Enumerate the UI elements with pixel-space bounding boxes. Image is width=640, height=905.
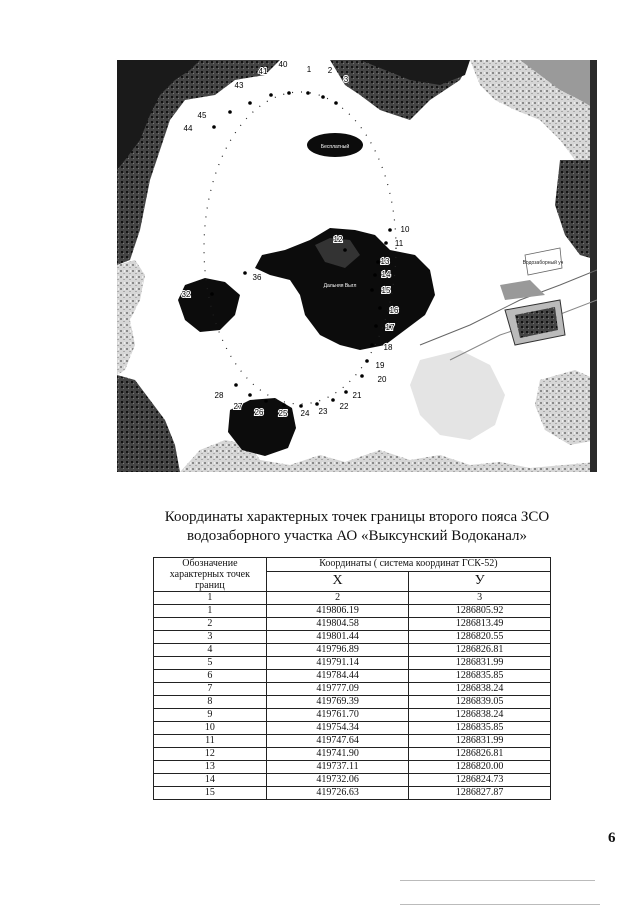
boundary-point-label: 1	[306, 65, 312, 74]
boundary-point-label: 18	[383, 343, 393, 352]
boundary-point-label: 27	[233, 402, 243, 411]
boundary-point-marker	[248, 101, 252, 105]
cell-x: 419747.64	[266, 735, 409, 748]
col-point-header: Обозначение характерных точек границ	[154, 558, 267, 592]
cell-x: 419804.58	[266, 618, 409, 631]
boundary-point-label: 19	[375, 361, 385, 370]
boundary-point-marker	[248, 393, 252, 397]
cell-point: 10	[154, 722, 267, 735]
boundary-point-label: 13	[380, 257, 390, 266]
boundary-point-marker	[264, 399, 268, 403]
boundary-point-label: 23	[318, 407, 328, 416]
cell-x: 419801.44	[266, 631, 409, 644]
cell-y: 1286839.05	[409, 696, 551, 709]
cell-x: 419796.89	[266, 644, 409, 657]
boundary-point-marker	[269, 93, 273, 97]
page-number: 6	[608, 830, 616, 846]
cell-point: 9	[154, 709, 267, 722]
cell-x: 419791.14	[266, 657, 409, 670]
map-image	[117, 60, 597, 472]
cell-point: 7	[154, 683, 267, 696]
table-row	[154, 657, 551, 670]
building-label: Дальняя Выгл	[323, 283, 357, 289]
boundary-map	[117, 60, 597, 472]
table-row	[154, 722, 551, 735]
cell-y: 1286820.55	[409, 631, 551, 644]
cell-x: 419741.90	[266, 748, 409, 761]
col-y-header: У	[409, 571, 551, 591]
boundary-point-label: 14	[381, 270, 391, 279]
boundary-point-label: 20	[377, 375, 387, 384]
boundary-point-marker	[212, 125, 216, 129]
cell-y: 1286827.87	[409, 787, 551, 800]
table-row	[154, 709, 551, 722]
col-x-header: X	[266, 571, 409, 591]
cell-y: 1286826.81	[409, 748, 551, 761]
boundary-point-marker	[287, 91, 291, 95]
boundary-point-label: 12	[333, 235, 343, 244]
cell-y: 1286835.85	[409, 722, 551, 735]
boundary-point-label: 11	[394, 239, 404, 248]
boundary-point-label: 15	[381, 286, 391, 295]
cell-point: 11	[154, 735, 267, 748]
boundary-point-marker	[384, 241, 388, 245]
boundary-point-marker	[315, 402, 319, 406]
boundary-point-label: 26	[254, 408, 264, 417]
cell-x: 419784.44	[266, 670, 409, 683]
cell-y: 1286824.73	[409, 774, 551, 787]
boundary-point-marker	[376, 260, 380, 264]
cell-x: 419777.09	[266, 683, 409, 696]
boundary-point-marker	[321, 95, 325, 99]
site-label: Водозаборный уч	[522, 260, 564, 266]
boundary-point-label: 44	[183, 124, 193, 133]
table-row	[154, 605, 551, 618]
cell-point: 12	[154, 748, 267, 761]
cell-point: 15	[154, 787, 267, 800]
boundary-point-marker	[234, 383, 238, 387]
table-row	[154, 774, 551, 787]
cell-x: 419806.19	[266, 605, 409, 618]
boundary-point-label: 3	[343, 75, 349, 84]
boundary-point-label: 41	[258, 67, 268, 76]
boundary-point-marker	[365, 359, 369, 363]
boundary-point-label: 24	[300, 409, 310, 418]
numbering-cell: 1	[154, 592, 267, 605]
boundary-point-label: 36	[252, 273, 262, 282]
cell-y: 1286835.85	[409, 670, 551, 683]
boundary-point-marker	[228, 110, 232, 114]
boundary-point-label: 25	[278, 409, 288, 418]
boundary-point-marker	[334, 101, 338, 105]
boundary-point-label: 28	[214, 391, 224, 400]
table-row	[154, 748, 551, 761]
boundary-point-marker	[388, 228, 392, 232]
cell-y: 1286805.92	[409, 605, 551, 618]
boundary-point-label: 17	[385, 323, 395, 332]
boundary-point-marker	[306, 91, 310, 95]
cell-x: 419726.63	[266, 787, 409, 800]
boundary-point-marker	[374, 324, 378, 328]
boundary-point-label: 16	[389, 306, 399, 315]
boundary-point-marker	[299, 404, 303, 408]
cell-y: 1286838.24	[409, 683, 551, 696]
boundary-point-label: 22	[339, 402, 349, 411]
table-row	[154, 761, 551, 774]
boundary-point-marker	[378, 306, 382, 310]
boundary-point-label: 43	[234, 81, 244, 90]
building-label: Бесплатный	[320, 144, 350, 150]
cell-y: 1286826.81	[409, 644, 551, 657]
cell-point: 14	[154, 774, 267, 787]
cell-x: 419769.39	[266, 696, 409, 709]
boundary-point-marker	[370, 288, 374, 292]
boundary-point-marker	[210, 292, 214, 296]
table-caption	[118, 508, 596, 546]
boundary-point-label: 21	[352, 391, 362, 400]
boundary-point-marker	[360, 374, 364, 378]
boundary-point-label: 40	[278, 60, 288, 69]
cell-x: 419732.06	[266, 774, 409, 787]
cell-y: 1286813.49	[409, 618, 551, 631]
caption-line-2: водозаборного участка АО «Выксунский Водоканал»	[187, 528, 527, 544]
table-row	[154, 683, 551, 696]
boundary-point-marker	[282, 403, 286, 407]
boundary-point-label: 45	[197, 111, 207, 120]
cell-point: 8	[154, 696, 267, 709]
numbering-row	[154, 592, 551, 605]
map-texture	[117, 60, 597, 472]
cell-point: 5	[154, 657, 267, 670]
cell-point: 13	[154, 761, 267, 774]
boundary-point-marker	[370, 343, 374, 347]
numbering-cell: 2	[266, 592, 409, 605]
boundary-point-label: 2	[327, 66, 333, 75]
table-row	[154, 618, 551, 631]
cell-point: 1	[154, 605, 267, 618]
cell-y: 1286820.00	[409, 761, 551, 774]
cell-point: 2	[154, 618, 267, 631]
boundary-point-marker	[344, 390, 348, 394]
table-row	[154, 644, 551, 657]
boundary-point-marker	[331, 398, 335, 402]
cell-point: 6	[154, 670, 267, 683]
boundary-point-label: 10	[400, 225, 410, 234]
scan-artifact	[400, 880, 595, 881]
cell-y: 1286831.99	[409, 657, 551, 670]
boundary-point-marker	[243, 271, 247, 275]
boundary-point-label: 32	[181, 290, 191, 299]
boundary-point-marker	[343, 248, 347, 252]
coordinates-table	[153, 557, 551, 800]
cell-x: 419754.34	[266, 722, 409, 735]
cell-y: 1286831.99	[409, 735, 551, 748]
cell-x: 419737.11	[266, 761, 409, 774]
col-group-header: Координаты ( система координат ГСК-52)	[266, 558, 550, 572]
cell-y: 1286838.24	[409, 709, 551, 722]
table-row	[154, 696, 551, 709]
caption-line-1: Координаты характерных точек границы второго пояса ЗСО	[164, 509, 550, 525]
table-row	[154, 787, 551, 800]
table-row	[154, 631, 551, 644]
cell-point: 3	[154, 631, 267, 644]
table-row	[154, 735, 551, 748]
boundary-point-marker	[373, 273, 377, 277]
cell-point: 4	[154, 644, 267, 657]
cell-x: 419761.70	[266, 709, 409, 722]
table-row	[154, 670, 551, 683]
numbering-cell: 3	[409, 592, 551, 605]
